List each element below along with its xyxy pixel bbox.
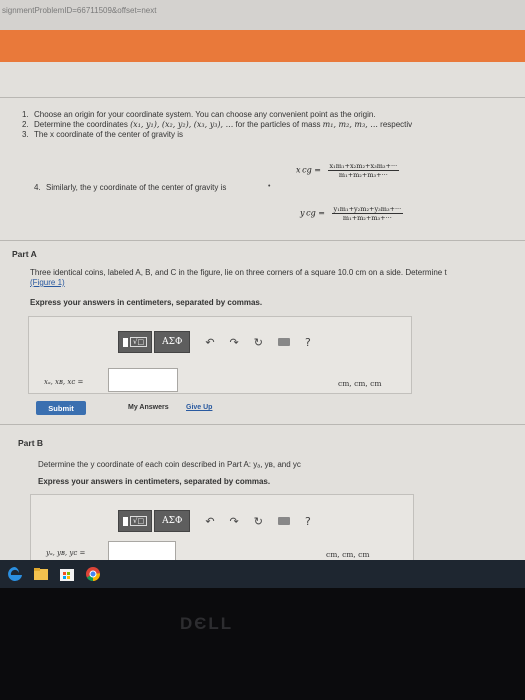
templates-button[interactable]: √□: [118, 510, 152, 532]
templates-button[interactable]: √□: [118, 331, 152, 353]
part-b-title: Part B: [18, 438, 44, 448]
help-icon[interactable]: ?: [304, 335, 311, 349]
keyboard-icon[interactable]: [278, 338, 290, 346]
part-a-text: Three identical coins, labeled A, B, and C in the figure, lie on three corners of a square 10.0 cm on a side. Determine t: [30, 268, 447, 277]
step-1: 1. Choose an origin for your coordinate system. You can choose any convenient point as the origin.: [22, 110, 376, 119]
redo-icon[interactable]: ↷: [229, 514, 239, 528]
redo-icon[interactable]: ↷: [229, 335, 239, 349]
help-icon[interactable]: ?: [304, 514, 311, 528]
part-b-units: cm, cm, cm: [326, 550, 370, 559]
hint-steps: [22, 110, 525, 140]
step-4: 4. Similarly, the y coordinate of the center of gravity is: [34, 183, 227, 192]
header-band: [0, 30, 525, 62]
undo-icon[interactable]: ↶: [205, 514, 215, 528]
math-toolbar-a: [118, 331, 311, 353]
math-toolbar-b: [118, 510, 311, 532]
bullet-mark: •: [268, 183, 271, 190]
part-b-variable-label: yₐ, yʙ, yᴄ =: [46, 549, 86, 557]
part-a-units: cm, cm, cm: [338, 379, 382, 388]
figure-link[interactable]: (Figure 1): [30, 278, 65, 287]
monitor-bezel: [0, 588, 525, 700]
windows-taskbar: [0, 560, 525, 588]
edge-browser-icon[interactable]: [4, 563, 26, 585]
give-up-link[interactable]: Give Up: [186, 404, 213, 411]
file-explorer-icon[interactable]: [30, 563, 52, 585]
submit-button[interactable]: Submit: [36, 401, 86, 415]
part-a-title: Part A: [12, 249, 37, 259]
equation-y-cg: y cg = $\frac{\text{y₁m₁+y₂m₂+y₃m₃+···}}{\text{m₁+m₂+m₃+···}}$: [300, 205, 402, 222]
equation-x-cg: x cg = $\frac{\text{x₁m₁+x₂m₂+x₃m₃+···}}{\text{m₁+m₂+m₃+···}}$: [296, 162, 398, 179]
greek-symbols-button[interactable]: ΑΣΦ: [154, 510, 190, 532]
part-b-instruction: Express your answers in centimeters, separated by commas.: [38, 477, 271, 486]
dell-logo: DЄLL: [180, 614, 234, 633]
keyboard-icon[interactable]: [278, 517, 290, 525]
reset-icon[interactable]: ↻: [253, 335, 263, 349]
step-3: 3. The x coordinate of the center of gravity is: [22, 130, 183, 139]
reset-icon[interactable]: ↻: [253, 514, 263, 528]
part-b-text: Determine the y coordinate of each coin described in Part A: yₐ, yʙ, and yᴄ: [38, 460, 301, 469]
url-text: signmentProblemID=66711509&offset=next: [2, 6, 157, 15]
browser-url-bar[interactable]: [0, 0, 525, 30]
part-a-instruction: Express your answers in centimeters, separated by commas.: [30, 298, 263, 307]
divider: [0, 424, 525, 425]
part-a-variable-label: xₐ, xʙ, xᴄ =: [44, 378, 84, 386]
my-answers-link[interactable]: My Answers: [128, 404, 169, 411]
problem-page: [0, 62, 525, 582]
undo-icon[interactable]: ↶: [205, 335, 215, 349]
step-2: 2. Determine the coordinates (x₁, y₁), (x₂, y₂), (x₃, y₃), ... for the particles of mass m₁, m₂, m₃, ... respectiv: [22, 120, 413, 129]
chrome-icon[interactable]: [82, 563, 104, 585]
greek-symbols-button[interactable]: ΑΣΦ: [154, 331, 190, 353]
divider: [0, 97, 525, 98]
part-a-answer-input[interactable]: [108, 368, 178, 392]
store-icon[interactable]: [56, 563, 78, 585]
divider: [0, 240, 525, 241]
